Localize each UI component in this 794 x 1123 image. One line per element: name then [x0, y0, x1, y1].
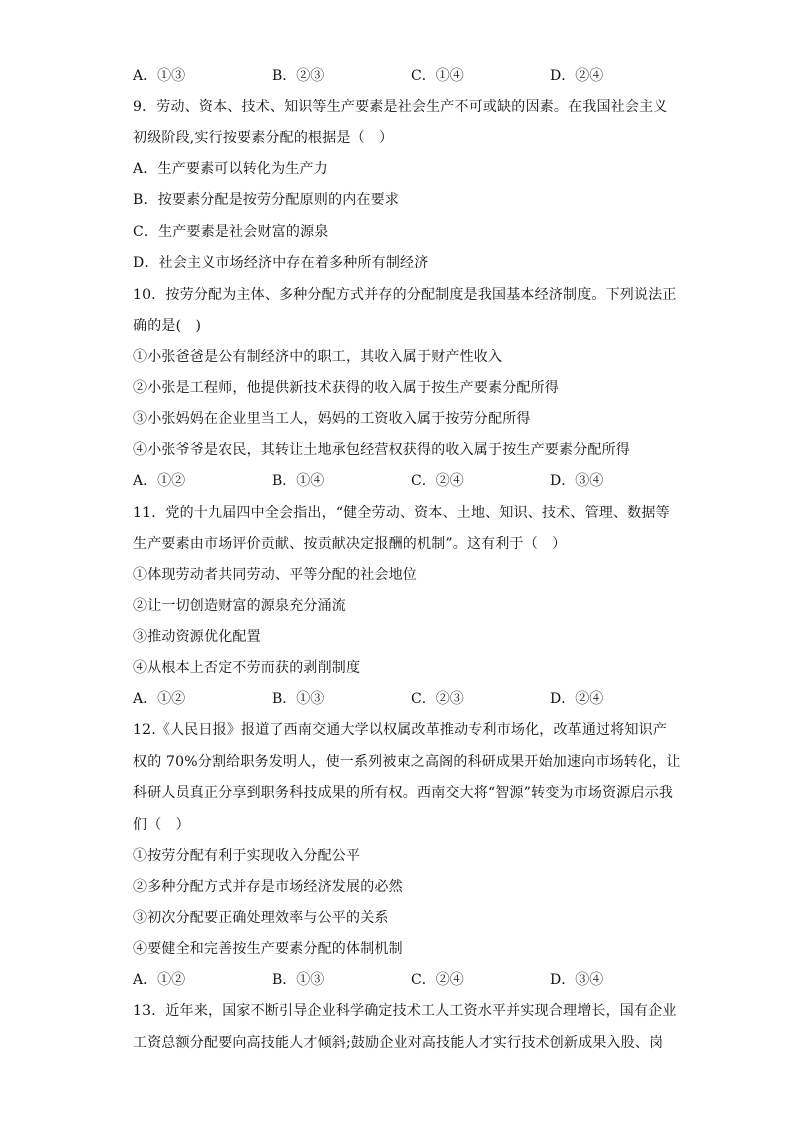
q8-option-a[interactable]: A．①③ [133, 68, 186, 84]
q8-option-b[interactable]: B．②③ [272, 68, 325, 84]
q9-stem-line-1: 9．劳动、资本、技术、知识等生产要素是社会生产不可或缺的因素。在我国社会主义 [133, 99, 668, 115]
q12-stem-line-4: 们（ ） [133, 817, 190, 833]
q12-options [133, 970, 673, 990]
q11-item-2: ②让一切创造财富的源泉充分涌流 [133, 598, 346, 614]
q12-item-3: ③初次分配要正确处理效率与公平的关系 [133, 910, 389, 926]
q9-choice-c[interactable]: C．生产要素是社会财富的源泉 [133, 224, 329, 240]
q12-option-d[interactable]: D．③④ [550, 972, 604, 988]
q11-item-1: ①体现劳动者共同劳动、平等分配的社会地位 [133, 567, 417, 583]
q10-option-d[interactable]: D．③④ [550, 473, 604, 489]
q10-item-2: ②小张是工程师，他提供新技术获得的收入属于按生产要素分配所得 [133, 380, 559, 396]
q11-item-3: ③推动资源优化配置 [133, 629, 261, 645]
q10-option-a[interactable]: A．①② [133, 473, 186, 489]
q9-choice-a[interactable]: A．生产要素可以转化为生产力 [133, 161, 328, 177]
q12-option-a[interactable]: A．①② [133, 972, 186, 988]
q11-stem-line-1: 11．党的十九届四中全会指出，“健全劳动、资本、土地、知识、技术、管理、数据等 [133, 505, 670, 521]
q10-stem-line-2: 确的是( ) [133, 318, 202, 334]
q11-item-4: ④从根本上否定不劳而获的剥削制度 [133, 660, 361, 676]
q12-item-2: ②多种分配方式并存是市场经济发展的必然 [133, 879, 403, 895]
q10-options [133, 471, 673, 491]
q10-item-3: ③小张妈妈在企业里当工人，妈妈的工资收入属于按劳分配所得 [133, 411, 531, 427]
q8-options [133, 66, 673, 86]
q11-option-a[interactable]: A．①② [133, 691, 186, 707]
q10-item-4: ④小张爷爷是农民，其转让土地承包经营权获得的收入属于按生产要素分配所得 [133, 442, 630, 458]
q10-stem-line-1: 10．按劳分配为主体、多种分配方式并存的分配制度是我国基本经济制度。下列说法正 [133, 287, 677, 303]
q9-choice-b[interactable]: B．按要素分配是按劳分配原则的内在要求 [133, 192, 400, 208]
q11-options [133, 689, 673, 709]
q12-stem-line-3: 科研人员真正分享到职务科技成果的所有权。西南交大将“智源”转变为市场资源启示我 [133, 785, 674, 801]
q12-option-c[interactable]: C．②④ [411, 972, 464, 988]
q11-stem-line-2: 生产要素由市场评价贡献、按贡献决定报酬的机制”。这有利于（ ） [133, 536, 567, 552]
q12-option-b[interactable]: B．①③ [272, 972, 325, 988]
q12-stem-line-2: 权的 70%分割给职务发明人，使一系列被束之高阁的科研成果开始加速向市场转化，让 [133, 754, 681, 770]
q10-option-c[interactable]: C．②④ [411, 473, 464, 489]
q13-stem-line-2: 工资总额分配要向高技能人才倾斜;鼓励企业对高技能人才实行技术创新成果入股、岗 [133, 1035, 664, 1051]
q10-option-b[interactable]: B．①④ [272, 473, 325, 489]
q10-item-1: ①小张爸爸是公有制经济中的职工，其收入属于财产性收入 [133, 349, 503, 365]
q13-stem-line-1: 13．近年来，国家不断引导企业科学确定技术工人工资水平并实现合理增长，国有企业 [133, 1003, 677, 1019]
q8-option-d[interactable]: D．②④ [550, 68, 604, 84]
q12-item-1: ①按劳分配有利于实现收入分配公平 [133, 848, 361, 864]
q12-stem-line-1: 12.《人民日报》报道了西南交通大学以权属改革推动专利市场化，改革通过将知识产 [133, 722, 668, 738]
q9-choice-d[interactable]: D．社会主义市场经济中存在着多种所有制经济 [133, 255, 429, 271]
q8-option-c[interactable]: C．①④ [411, 68, 464, 84]
q12-item-4: ④要健全和完善按生产要素分配的体制机制 [133, 941, 403, 957]
q11-option-d[interactable]: D．②④ [550, 691, 604, 707]
q11-option-b[interactable]: B．①③ [272, 691, 325, 707]
q9-stem-line-2: 初级阶段,实行按要素分配的根据是（ ） [133, 130, 394, 146]
q11-option-c[interactable]: C．②③ [411, 691, 464, 707]
